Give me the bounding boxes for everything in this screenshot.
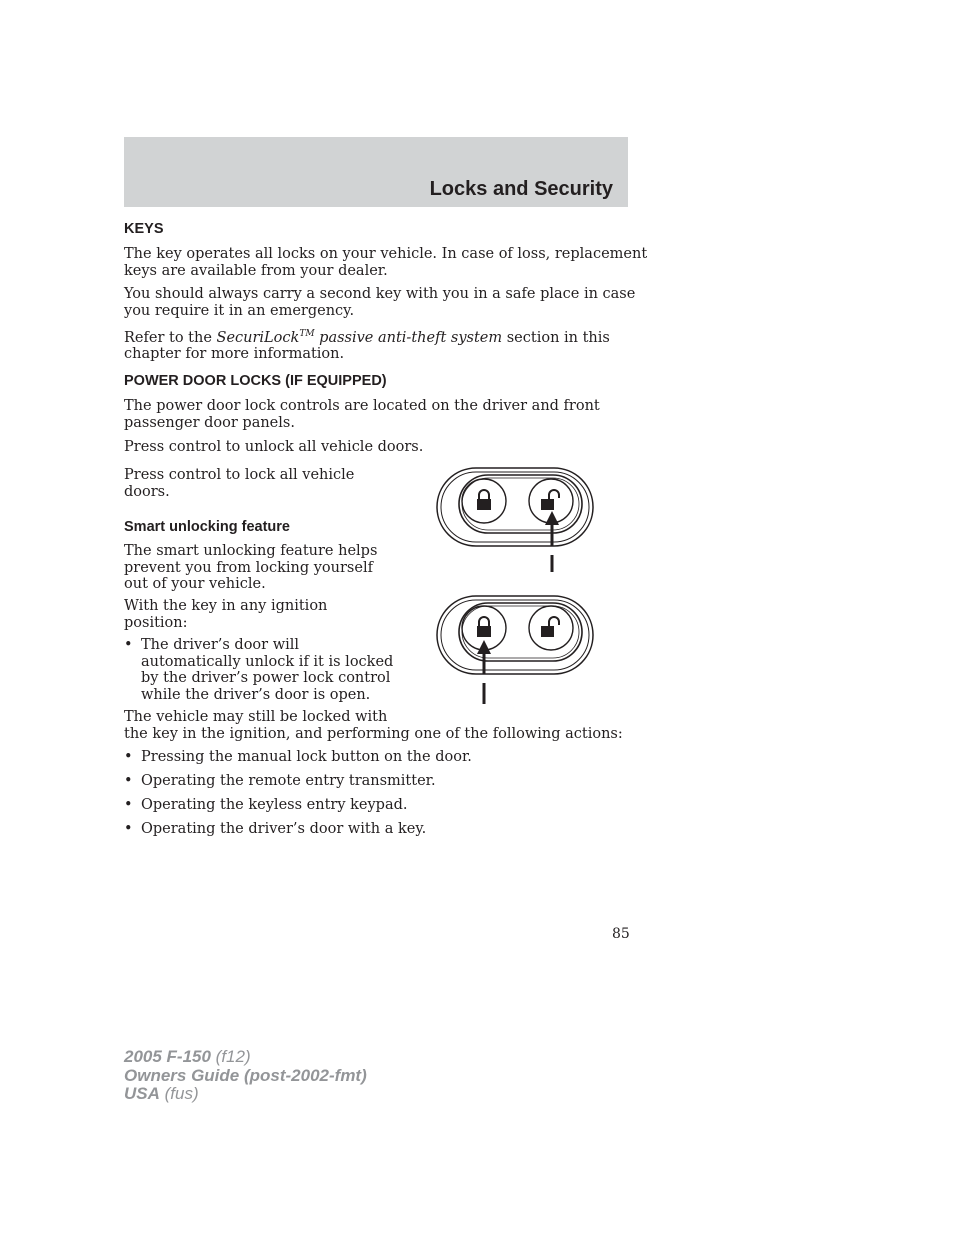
lock-switch-diagram [437, 596, 593, 704]
unlock-instruction: Press control to unlock all vehicle doors. [124, 439, 424, 455]
securilock-reference: SecuriLock™ passive anti-theft system [216, 329, 503, 346]
smart-paragraph-2: With the key in any ignition position: [124, 598, 328, 631]
chapter-title: Locks and Security [429, 178, 613, 200]
unlock-switch-diagram [437, 468, 593, 572]
smart-unlocking-heading: Smart unlocking feature [124, 519, 290, 535]
smart-paragraph-1: The smart unlocking feature helps prevent you from locking yourself out of your vehicle. [124, 543, 378, 592]
lock-icon [477, 617, 491, 637]
lock-instruction: Press control to lock all vehicle doors. [124, 467, 355, 500]
keys-paragraph-3: Refer to the SecuriLock™ passive anti-theft system section in this chapter for more information. [124, 329, 610, 363]
bullet-mark: • [124, 773, 133, 789]
bullet-mark: • [124, 821, 133, 837]
smart-paragraph-3: The vehicle may still be locked with the key in the ignition, and performing one of the following actions: [124, 709, 623, 742]
keys-paragraph-2: You should always carry a second key with you in a safe place in case you require it in an emergency. [124, 286, 636, 319]
bullet-mark: • [124, 797, 133, 813]
trademark-mark: TM [299, 329, 315, 339]
chapter-header-band [124, 137, 628, 207]
power-locks-paragraph-1: The power door lock controls are located on the driver and front passenger door panels. [124, 398, 600, 431]
keys-paragraph-1: The key operates all locks on your vehicle. In case of loss, replacement keys are available from your dealer. [124, 246, 648, 279]
lock-icon [477, 490, 491, 510]
unlock-icon [541, 490, 559, 510]
page-number: 85 [612, 926, 630, 942]
unlock-icon [541, 617, 559, 637]
document-footer: 2005 F-150 (f12) Owners Guide (post-2002-fmt) USA (fus) [124, 1047, 367, 1103]
bullet-mark: • [124, 749, 133, 765]
power-locks-heading: POWER DOOR LOCKS (IF EQUIPPED) [124, 373, 387, 389]
power-lock-switch-illustration [432, 462, 602, 712]
keys-heading: KEYS [124, 221, 164, 237]
bullet-mark: • [124, 637, 133, 653]
